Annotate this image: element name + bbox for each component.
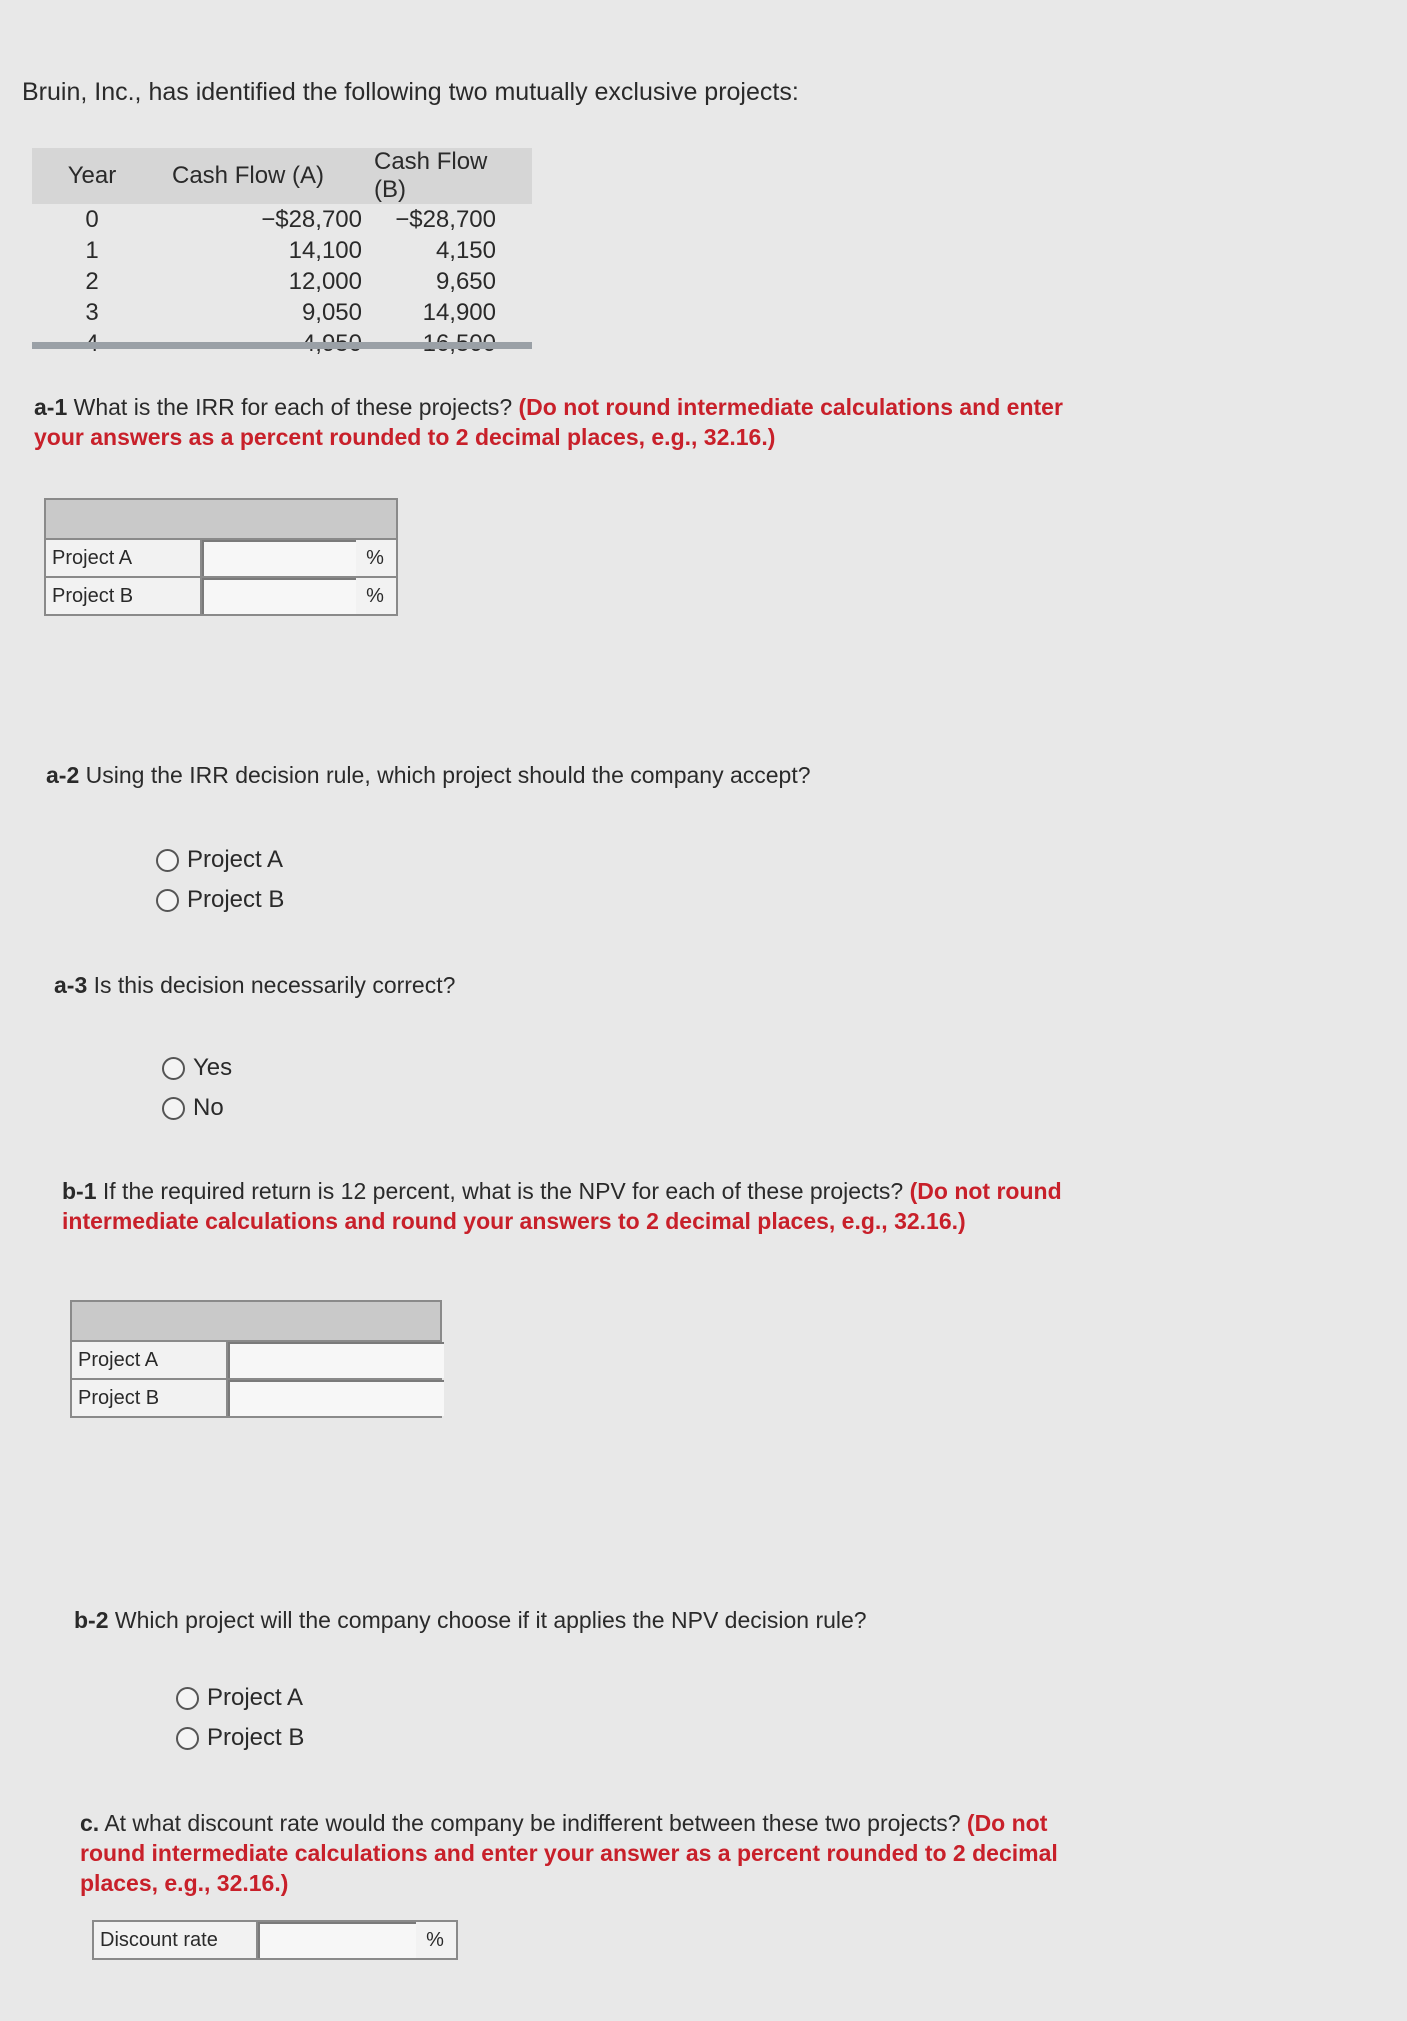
a3-option-no[interactable] xyxy=(162,1088,232,1128)
table-row xyxy=(71,1341,441,1379)
question-a2-label: a-2 xyxy=(46,762,80,788)
radio-button[interactable] xyxy=(176,1687,199,1710)
question-a1-label: a-1 xyxy=(34,394,68,420)
radio-button[interactable] xyxy=(156,849,179,872)
radio-button[interactable] xyxy=(162,1057,185,1080)
irr-row-label: Project B xyxy=(45,577,201,615)
year-cell: 3 xyxy=(85,298,99,326)
question-a1 xyxy=(34,392,1074,452)
irr-project-b-input[interactable] xyxy=(202,578,356,614)
irr-project-b-cell xyxy=(201,577,353,615)
question-b1 xyxy=(62,1176,1072,1236)
option-label: Project B xyxy=(207,1724,305,1751)
npv-project-a-input[interactable] xyxy=(228,1342,444,1378)
option-label: Yes xyxy=(193,1054,233,1081)
question-a1-instruction: (Do not round intermediate calculations and enter your answers as a percent rounded to 2 decimal places, e.g., 32.16.) xyxy=(34,394,1063,450)
cash-flow-header-row xyxy=(32,148,532,204)
option-label: Project B xyxy=(187,886,285,913)
discount-rate-label: Discount rate xyxy=(93,1921,257,1959)
cash-flow-b-cell: 4,150 xyxy=(435,236,496,264)
npv-project-a-cell xyxy=(227,1341,441,1379)
header-year: Year xyxy=(32,148,164,204)
header-cash-flow-b: Cash Flow (B) xyxy=(368,148,532,204)
cash-flow-b-cell: −$28,700 xyxy=(395,205,496,233)
irr-answer-table xyxy=(44,498,398,616)
table-row xyxy=(45,539,397,577)
question-b1-instruction: (Do not round intermediate calculations and round your answers to 2 decimal places, e.g., 32.16.) xyxy=(62,1178,1062,1234)
header-cash-flow-a: Cash Flow (A) xyxy=(164,148,368,204)
cash-flow-table xyxy=(32,148,532,359)
question-b2-label: b-2 xyxy=(74,1607,109,1633)
question-c xyxy=(80,1808,1060,1898)
b2-option-project-b[interactable] xyxy=(176,1718,304,1758)
radio-button[interactable] xyxy=(176,1727,199,1750)
year-cell: 0 xyxy=(85,205,99,233)
question-a1-text: What is the IRR for each of these projects? xyxy=(73,394,513,420)
table-row xyxy=(32,297,532,328)
table-row xyxy=(32,235,532,266)
percent-sign: % xyxy=(353,539,397,577)
a2-radio-group xyxy=(156,840,284,920)
question-a3-label: a-3 xyxy=(54,972,88,998)
cash-flow-a-cell: −$28,700 xyxy=(261,205,362,233)
question-b2 xyxy=(74,1605,867,1635)
irr-row-label: Project A xyxy=(45,539,201,577)
option-label: Project A xyxy=(207,1684,304,1711)
npv-answer-table xyxy=(70,1300,442,1418)
table-row xyxy=(45,577,397,615)
irr-project-a-input[interactable] xyxy=(202,540,356,576)
irr-table-header xyxy=(45,499,397,539)
cash-flow-b-cell: 9,650 xyxy=(435,267,496,295)
question-b1-text: If the required return is 12 percent, what is the NPV for each of these projects? xyxy=(102,1178,904,1204)
question-c-text: At what discount rate would the company be indifferent between these two projects? xyxy=(104,1810,961,1836)
table-row xyxy=(93,1921,457,1959)
question-b1-label: b-1 xyxy=(62,1178,97,1204)
year-cell: 2 xyxy=(85,267,99,295)
radio-button[interactable] xyxy=(162,1097,185,1120)
a3-option-yes[interactable] xyxy=(162,1048,232,1088)
a3-radio-group xyxy=(162,1048,232,1128)
npv-project-b-cell xyxy=(227,1379,441,1417)
intro-text: Bruin, Inc., has identified the following two mutually exclusive projects: xyxy=(22,78,799,106)
npv-row-label: Project A xyxy=(71,1341,227,1379)
cash-flow-b-cell: 14,900 xyxy=(422,298,496,326)
question-c-label: c. xyxy=(80,1810,100,1836)
table-divider xyxy=(32,342,532,349)
option-label: No xyxy=(193,1094,224,1121)
cash-flow-a-cell: 9,050 xyxy=(301,298,362,326)
percent-sign: % xyxy=(413,1921,457,1959)
radio-button[interactable] xyxy=(156,889,179,912)
irr-project-a-cell xyxy=(201,539,353,577)
discount-rate-cell xyxy=(257,1921,413,1959)
question-a3 xyxy=(54,970,455,1000)
year-cell: 1 xyxy=(85,236,99,264)
discount-rate-input[interactable] xyxy=(258,1922,416,1958)
table-row xyxy=(71,1379,441,1417)
question-b2-text: Which project will the company choose if it applies the NPV decision rule? xyxy=(114,1607,867,1633)
a2-option-project-b[interactable] xyxy=(156,880,284,920)
table-row xyxy=(32,204,532,235)
npv-table-header xyxy=(71,1301,441,1341)
question-a2 xyxy=(46,760,811,790)
b2-option-project-a[interactable] xyxy=(176,1678,304,1718)
npv-project-b-input[interactable] xyxy=(228,1380,444,1416)
cash-flow-a-cell: 12,000 xyxy=(288,267,362,295)
discount-rate-table xyxy=(92,1920,458,1960)
cash-flow-a-cell: 14,100 xyxy=(288,236,362,264)
table-row xyxy=(32,266,532,297)
b2-radio-group xyxy=(176,1678,304,1758)
npv-row-label: Project B xyxy=(71,1379,227,1417)
a2-option-project-a[interactable] xyxy=(156,840,284,880)
question-c-instruction: (Do not round intermediate calculations and enter your answer as a percent rounded to 2 decimal places, e.g., 32.16.) xyxy=(80,1810,1058,1896)
question-a2-text: Using the IRR decision rule, which project should the company accept? xyxy=(85,762,811,788)
percent-sign: % xyxy=(353,577,397,615)
question-a3-text: Is this decision necessarily correct? xyxy=(93,972,456,998)
option-label: Project A xyxy=(187,846,284,873)
